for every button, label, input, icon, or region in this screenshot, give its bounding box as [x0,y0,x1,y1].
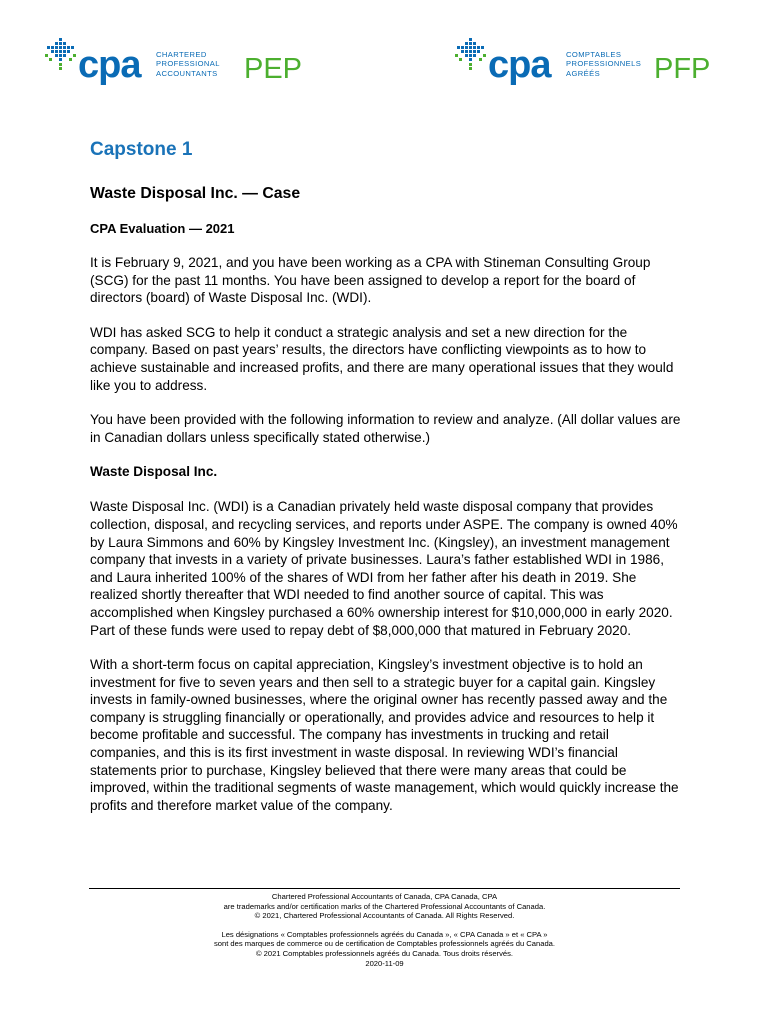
section-heading: Waste Disposal Inc. [90,464,218,480]
section-paragraph: Waste Disposal Inc. (WDI) is a Canadian privately held waste disposal company that provides collection, disposal, and recycling services, and reports under ASPE. The company is owned 40% by Laura Simmons and 60% by Kingsley Investment Inc. (Kingsley), an investment management company that invests in a variety of private businesses. Laura’s father established WDI in 1986, and Laura inherited 100% of the shares of WDI from her father after his death in 2019. She realized shortly thereafter that WDI needed to find another source of capital. This was accomplished when Kingsley purchased a 60% ownership interest for $10,000,000 in early 2020. Part of these funds were used to repay debt of $8,000,000 that matured in February 2020. [90,499,678,638]
footer-french: Les désignations « Comptables professionnels agréés du Canada », « CPA Canada » et « CPA » sont des marques de commerce ou de certification de Comptables professionnels agréés du Canada. © 2021 Comptables professionnels agréés du Canada. Tous droits réservés. 2020-11-09 [89,930,680,968]
footer-divider [89,888,680,889]
maple-leaf-dots-icon [454,36,488,80]
cpa-wordmark: cpa [78,44,141,86]
footer-legal [89,892,680,977]
program-label-pfp: PFP [654,53,711,85]
document-title: Capstone 1 [90,139,193,160]
cpa-wordmark: cpa [488,44,551,86]
evaluation-label: CPA Evaluation — 2021 [90,221,235,236]
document-body [90,138,682,831]
maple-leaf-dots-icon [44,36,78,80]
intro-paragraph: You have been provided with the following information to review and analyze. (All dollar values are in Canadian dollars unless specifically stated otherwise.) [90,412,681,445]
footer-english: Chartered Professional Accountants of Canada, CPA Canada, CPA are trademarks and/or certification marks of the Chartered Professional Accountants of Canada. © 2021, Chartered Professional Accountants of Canada. All Rights Reserved. [223,892,546,921]
intro-paragraph: It is February 9, 2021, and you have been working as a CPA with Stineman Consulting Group (SCG) for the past 11 months. You have been assigned to develop a report for the board of directors (board) of Waste Disposal Inc. (WDI). [90,255,651,306]
section-paragraph: With a short-term focus on capital appreciation, Kingsley’s investment objective is to hold an investment for five to seven years and then sell to a strategic buyer for a capital gain. Kingsley invests in family-owned businesses, where the original owner has recently passed away and the company is struggling financially or operationally, and provides advice and resources to help it become profitable and successful. The company has investments in trucking and retail companies, and this is its first investment in waste disposal. In reviewing WDI’s financial statements prior to purchase, Kingsley believed that there were many areas that could be improved, within the traditional segments of waste management, which would quickly increase the profits and therefore market value of the company. [90,657,679,813]
program-label-pep: PEP [244,53,303,85]
case-title: Waste Disposal Inc. — Case [90,185,301,202]
logo-tagline: CHARTERED PROFESSIONAL ACCOUNTANTS [156,50,220,78]
footer-date: 2020-11-09 [365,958,404,968]
intro-paragraph: WDI has asked SCG to help it conduct a strategic analysis and set a new direction for the company. Based on past years’ results, the directors have conflicting viewpoints as to how to achieve sustainable and increased profits, and there are many operational issues that they would like you to address. [90,324,674,393]
logo-tagline: COMPTABLES PROFESSIONNELS AGRÉÉS [566,50,642,78]
